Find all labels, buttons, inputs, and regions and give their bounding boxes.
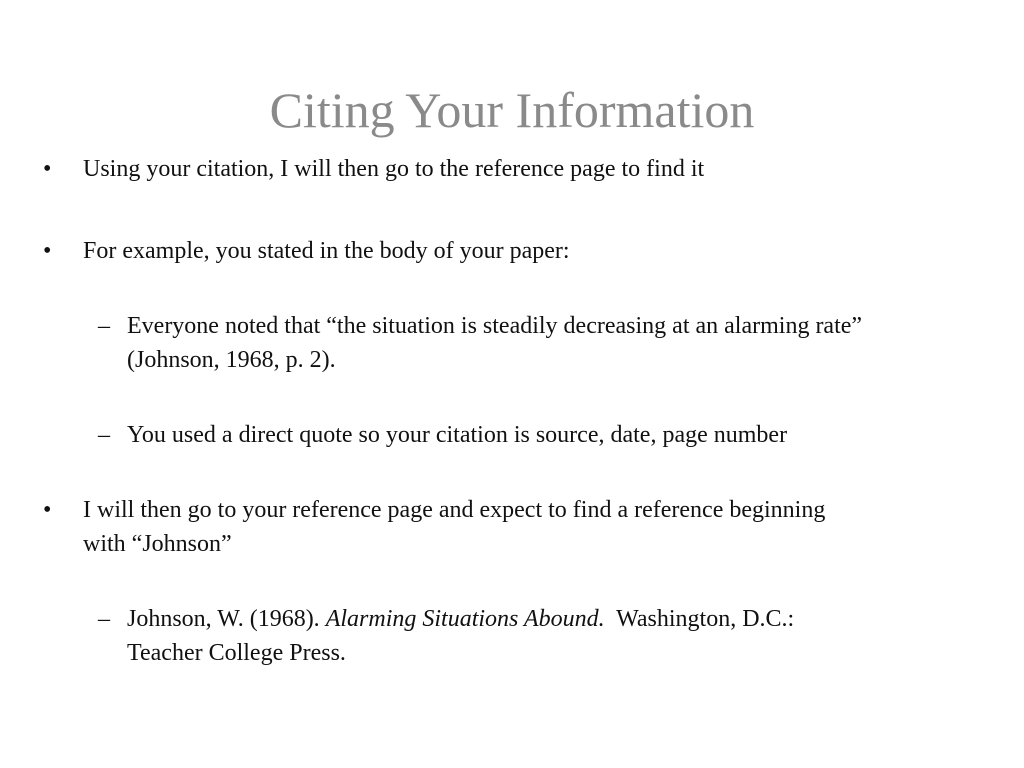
bullet-line: I will then go to your reference page and expect to find a reference beginning [83, 497, 826, 523]
bullet-marker: • [43, 238, 52, 264]
sub-bullet-line: Everyone noted that “the situation is steadily decreasing at an alarming rate” [127, 313, 863, 339]
reference-author-year: Johnson, W. (1968). [127, 606, 326, 632]
dash-marker: – [98, 422, 110, 448]
slide-title: Citing Your Information [269, 82, 755, 138]
reference-title: Alarming Situations Abound. [325, 606, 605, 632]
sub-bullet-text: You used a direct quote so your citation is source, date, page number [127, 422, 788, 448]
bullet-text [83, 493, 983, 561]
bullet-text: Using your citation, I will then go to the reference page to find it [83, 156, 705, 182]
dash-marker: – [98, 606, 110, 632]
sub-bullet-text [127, 309, 1007, 377]
bullet-marker: • [43, 497, 52, 523]
bullet-text: For example, you stated in the body of your paper: [83, 238, 570, 264]
dash-marker: – [98, 313, 110, 339]
reference-line [127, 602, 1007, 636]
bullet-marker: • [43, 156, 52, 182]
reference-publisher: Teacher College Press. [127, 640, 346, 666]
sub-bullet-line: (Johnson, 1968, p. 2). [127, 347, 336, 373]
reference-example [127, 602, 1007, 670]
reference-location: Washington, D.C.: [604, 606, 795, 632]
bullet-line: with “Johnson” [83, 531, 232, 557]
